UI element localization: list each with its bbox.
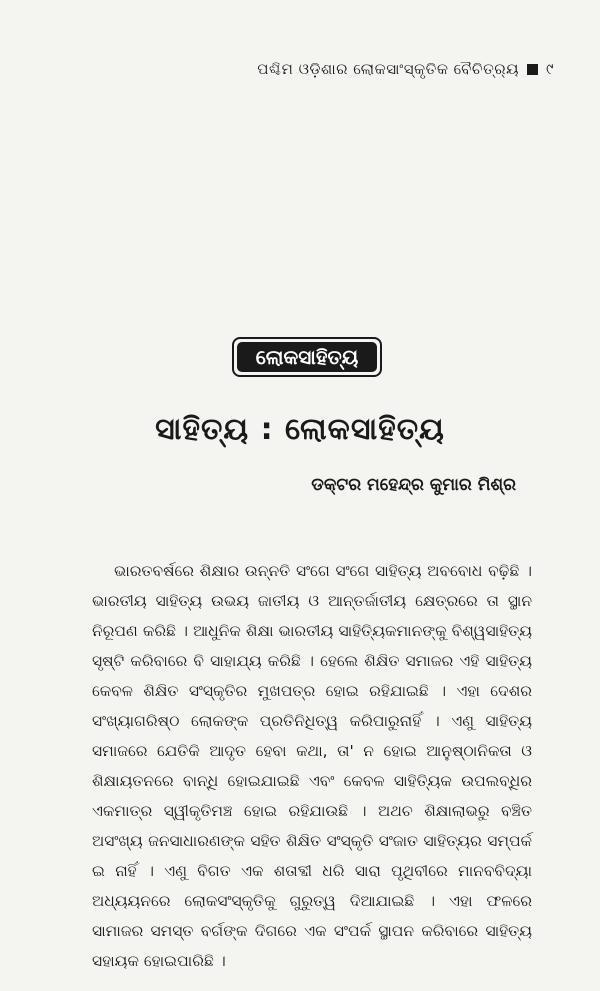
section-label-box <box>232 337 382 377</box>
body-paragraph: ଭାରତବର୍ଷରେ ଶିକ୍ଷାର ଉନ୍ନତି ସଂଗେ ସଂଗେ ସାହିତ୍ୟ ଅବବୋଧ ବଢ଼ିଛି । ଭାରତୀୟ ସାହିତ୍ୟ ଉଭୟ ଜାତୀୟ ଓ ଆନ୍ତର୍ଜାତୀୟ କ୍ଷେତ୍ରରେ ତା ସ୍ଥାନ ନିରୂପଣ କରିଛି । ଆଧୁନିକ ଶିକ୍ଷା ଭାରତୀୟ ସାହିତ୍ୟିକମାନଙ୍କୁ ବିଶ୍ୱସାହିତ୍ୟ ସୃଷ୍ଟି କରିବାରେ ବି ସାହାଯ୍ୟ କରିଛି । ହେଲେ ଶିକ୍ଷିତ ସମାଜର ଏହି ସାହିତ୍ୟ କେବଳ ଶିକ୍ଷିତ ସଂସ୍କୃତିର ମୁଖପତ୍ର ହୋଇ ରହିଯାଇଛି । ଏହା ଦେଶର ସଂଖ୍ୟାଗରିଷ୍ଠ ଲୋକଙ୍କ ପ୍ରତିନିଧିତ୍ୱ କରିପାରୁନାହିଁ । ଏଣୁ ସାହିତ୍ୟ ସମାଜରେ ଯେତିକି ଆଦୃତ ହେବା କଥା, ତା' ନ ହୋଇ ଆନୁଷ୍ଠାନିକତା ଓ ଶିକ୍ଷାୟତନରେ ବାନ୍ଧି ହୋଇଯାଇଛି ଏବଂ କେବଳ ସାହିତ୍ୟିକ ଉପଲବ୍ଧିର ଏକମାତ୍ର ସ୍ୱୀକୃତିମଞ୍ଚ ହୋଇ ରହିଯାଉଛି । ଅଥଚ ଶିକ୍ଷାଲାଭରୁ ବଞ୍ଚିତ ଅସଂଖ୍ୟ ଜନସାଧାରଣଙ୍କ ସହିତ ଶିକ୍ଷିତ ସଂସ୍କୃତି ସଂଜାତ ସାହିତ୍ୟର ସମ୍ପର୍କ ଇ ନାହିଁ । ଏଣୁ ବିଗତ ଏକ ଶତାବ୍ଦୀ ଧରି ସାରା ପୃଥିବୀରେ ମାନବବିଦ୍ୟା ଅଧ୍ୟୟନରେ ଲୋକସଂସ୍କୃତିକୁ ଗୁରୁତ୍ୱ ଦିଆଯାଇଛି । ଏହା ଫଳରେ ସାମାଜର ସମସ୍ତ ବର୍ଗଙ୍କ ଦିଗରେ ଏକ ସଂପର୍କ ସ୍ଥାପନ କରିବାରେ ସାହିତ୍ୟ ସହାୟକ ହୋଇପାରିଛି । <box>92 561 532 970</box>
square-bullet-icon <box>527 64 538 75</box>
running-header-title: ପଶ୍ଚିମ ଓଡ଼ିଶାର ଲୋକସାଂସ୍କୃତିକ ବୈଚିତ୍ର୍ୟ <box>257 60 520 78</box>
running-header <box>257 60 554 78</box>
page-number: ୯ <box>546 60 554 78</box>
author-name: ଡକ୍ଟର ମହେନ୍ଦ୍ର କୁମାର ମିଶ୍ର <box>311 475 516 495</box>
chapter-title: ସାହିତ୍ୟ : ଲୋକସାହିତ୍ୟ <box>155 412 445 447</box>
section-label: ଲୋକସାହିତ୍ୟ <box>237 342 377 372</box>
